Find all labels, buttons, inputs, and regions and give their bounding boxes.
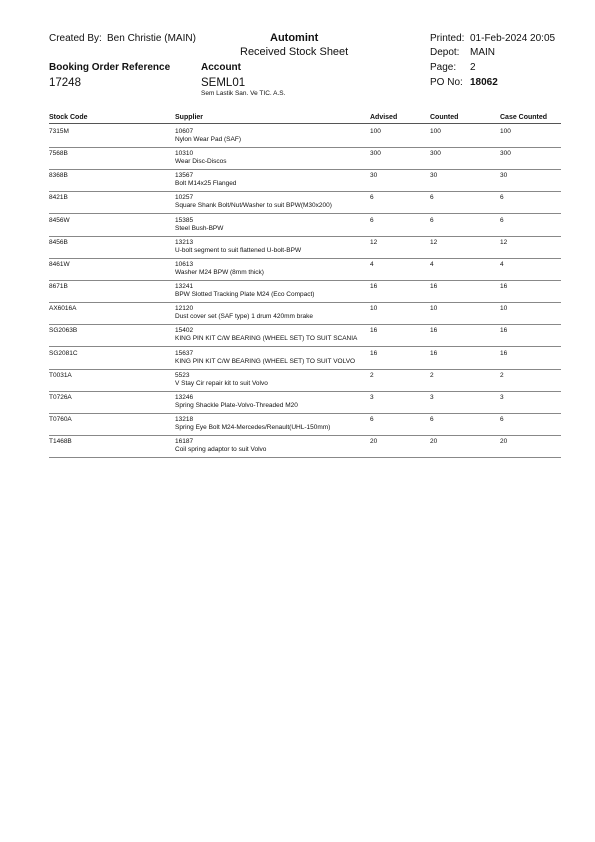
- advised-cell: 100: [370, 128, 381, 135]
- counted-cell: 6: [430, 194, 434, 202]
- supplier-cell: 12120: [175, 305, 194, 313]
- table-row: [49, 413, 561, 436]
- supplier-cell: 10310: [175, 150, 194, 158]
- stock-code-cell: T0760A: [49, 415, 72, 423]
- counted-cell: 30: [430, 172, 438, 180]
- description-cell: Steel Bush-BPW: [175, 224, 224, 232]
- description-cell: Washer M24 BPW (8mm thick): [175, 268, 264, 276]
- case-counted-cell: 100: [500, 128, 511, 135]
- stock-code-cell: 8421B: [49, 194, 68, 202]
- counted-cell: 20: [430, 438, 438, 446]
- table-row: [49, 435, 561, 458]
- table-row: [49, 258, 561, 281]
- advised-cell: 10: [370, 305, 378, 313]
- description-cell: KING PIN KIT C/W BEARING (WHEEL SET) TO SUIT VOLVO: [175, 357, 356, 365]
- stock-code-cell: AX6016A: [49, 305, 77, 313]
- stock-code-cell: SG2081C: [49, 349, 78, 357]
- stock-code-cell: SG2063B: [49, 327, 78, 335]
- supplier-cell: 15402: [175, 327, 194, 335]
- counted-cell: 16: [430, 283, 438, 291]
- supplier-cell: 13567: [175, 172, 194, 180]
- description-cell: Wear Disc-Discos: [175, 158, 227, 166]
- case-counted-cell: 300: [500, 150, 511, 158]
- advised-cell: 300: [370, 150, 381, 158]
- counted-cell: 6: [430, 415, 434, 423]
- counted-cell: 3: [430, 393, 434, 401]
- case-counted-cell: 6: [500, 194, 504, 202]
- stock-code-cell: T0726A: [49, 393, 72, 401]
- account-code: SEML01: [201, 77, 246, 89]
- case-counted-cell: 6: [500, 415, 504, 423]
- po-value: 18062: [470, 77, 498, 88]
- case-counted-cell: 20: [500, 438, 508, 446]
- advised-cell: 6: [370, 216, 374, 224]
- table-row: [49, 147, 561, 170]
- company-name: Automint: [270, 32, 319, 44]
- col-header-stock-code: Stock Code: [49, 114, 88, 121]
- counted-cell: 6: [430, 216, 434, 224]
- description-cell: BPW Slotted Tracking Plate M24 (Eco Compact): [175, 291, 315, 299]
- description-cell: Spring Shackle Plate-Volvo-Threaded M20: [175, 401, 298, 409]
- case-counted-cell: 3: [500, 393, 504, 401]
- case-counted-cell: 16: [500, 349, 508, 357]
- supplier-cell: 13218: [175, 415, 194, 423]
- advised-cell: 2: [370, 371, 374, 379]
- counted-cell: 2: [430, 371, 434, 379]
- printed-value: 01-Feb-2024 20:05: [470, 33, 556, 44]
- counted-cell: 4: [430, 260, 434, 268]
- case-counted-cell: 30: [500, 172, 508, 180]
- table-row: [49, 236, 561, 259]
- stock-code-cell: 8461W: [49, 260, 70, 268]
- depot-label: Depot:: [430, 47, 460, 58]
- advised-cell: 6: [370, 194, 374, 202]
- case-counted-cell: 2: [500, 371, 504, 379]
- created-by-label: Created By:: [49, 33, 102, 44]
- description-cell: U-bolt segment to suit flattened U-bolt-BPW: [175, 246, 302, 254]
- stock-code-cell: 8671B: [49, 283, 68, 291]
- table-row: [49, 191, 561, 214]
- supplier-cell: 10607: [175, 128, 194, 135]
- counted-cell: 12: [430, 238, 438, 246]
- supplier-cell: 10257: [175, 194, 194, 202]
- account-label: Account: [201, 62, 241, 73]
- counted-cell: 300: [430, 150, 441, 158]
- case-counted-cell: 6: [500, 216, 504, 224]
- description-cell: Nylon Wear Pad (SAF): [175, 136, 241, 143]
- supplier-cell: 15637: [175, 349, 194, 357]
- counted-cell: 16: [430, 327, 438, 335]
- case-counted-cell: 12: [500, 238, 508, 246]
- description-cell: V Stay Cir repair kit to suit Volvo: [175, 379, 268, 387]
- table-row: [49, 169, 561, 192]
- case-counted-cell: 4: [500, 260, 504, 268]
- table-row: [49, 369, 561, 392]
- col-header-counted: Counted: [430, 114, 459, 121]
- printed-label: Printed:: [430, 33, 465, 44]
- booking-ref-value: 17248: [49, 77, 81, 89]
- col-header-case-counted: Case Counted: [500, 114, 548, 121]
- supplier-cell: 5523: [175, 371, 190, 379]
- created-by-value: Ben Christie (MAIN): [107, 33, 196, 44]
- case-counted-cell: 16: [500, 327, 508, 335]
- supplier-cell: 10613: [175, 260, 194, 268]
- stock-code-cell: 8368B: [49, 172, 68, 180]
- advised-cell: 16: [370, 283, 378, 291]
- stock-code-cell: 7315M: [49, 128, 69, 135]
- col-header-supplier: Supplier: [175, 114, 204, 121]
- table-row: [49, 125, 561, 148]
- account-name: Sem Lastik San. Ve TIC. A.S.: [201, 90, 286, 97]
- table-row: [49, 280, 561, 303]
- table-row: [49, 347, 561, 370]
- advised-cell: 6: [370, 415, 374, 423]
- stock-code-cell: T1468B: [49, 438, 72, 446]
- depot-value: MAIN: [470, 47, 495, 58]
- supplier-cell: 16187: [175, 438, 194, 446]
- advised-cell: 4: [370, 260, 374, 268]
- description-cell: Dust cover set (SAF type) 1 drum 420mm brake: [175, 313, 313, 321]
- stock-code-cell: 8456W: [49, 216, 70, 224]
- advised-cell: 3: [370, 393, 374, 401]
- booking-ref-label: Booking Order Reference: [49, 62, 171, 73]
- counted-cell: 10: [430, 305, 438, 313]
- supplier-cell: 13241: [175, 283, 194, 291]
- counted-cell: 16: [430, 349, 438, 357]
- case-counted-cell: 10: [500, 305, 508, 313]
- header-rule: [49, 123, 561, 124]
- description-cell: Spring Eye Bolt M24-Mercedes/Renault(UHL-150mm): [175, 423, 331, 431]
- description-cell: Bolt M14x25 Flanged: [175, 180, 237, 188]
- table-row: [49, 302, 561, 325]
- table-row: [49, 324, 561, 347]
- col-header-advised: Advised: [370, 114, 398, 121]
- advised-cell: 16: [370, 349, 378, 357]
- stock-code-cell: 8456B: [49, 238, 68, 246]
- supplier-cell: 15385: [175, 216, 194, 224]
- stock-code-cell: T0031A: [49, 371, 72, 379]
- page-title: Received Stock Sheet: [240, 46, 349, 58]
- page-value: 2: [470, 62, 476, 73]
- advised-cell: 30: [370, 172, 378, 180]
- description-cell: Square Shank Bolt/Nut/Washer to suit BPW(M30x200): [175, 202, 332, 210]
- table-row: [49, 391, 561, 414]
- supplier-cell: 13213: [175, 238, 194, 246]
- supplier-cell: 13246: [175, 393, 194, 401]
- advised-cell: 20: [370, 438, 378, 446]
- description-cell: Coil spring adaptor to suit Volvo: [175, 446, 267, 454]
- stock-code-cell: 7568B: [49, 150, 68, 158]
- advised-cell: 16: [370, 327, 378, 335]
- po-label: PO No:: [430, 77, 463, 88]
- counted-cell: 100: [430, 128, 441, 135]
- page-label: Page:: [430, 62, 457, 73]
- advised-cell: 12: [370, 238, 378, 246]
- description-cell: KING PIN KIT C/W BEARING (WHEEL SET) TO SUIT SCANIA: [175, 335, 358, 343]
- case-counted-cell: 16: [500, 283, 508, 291]
- table-row: [49, 214, 561, 237]
